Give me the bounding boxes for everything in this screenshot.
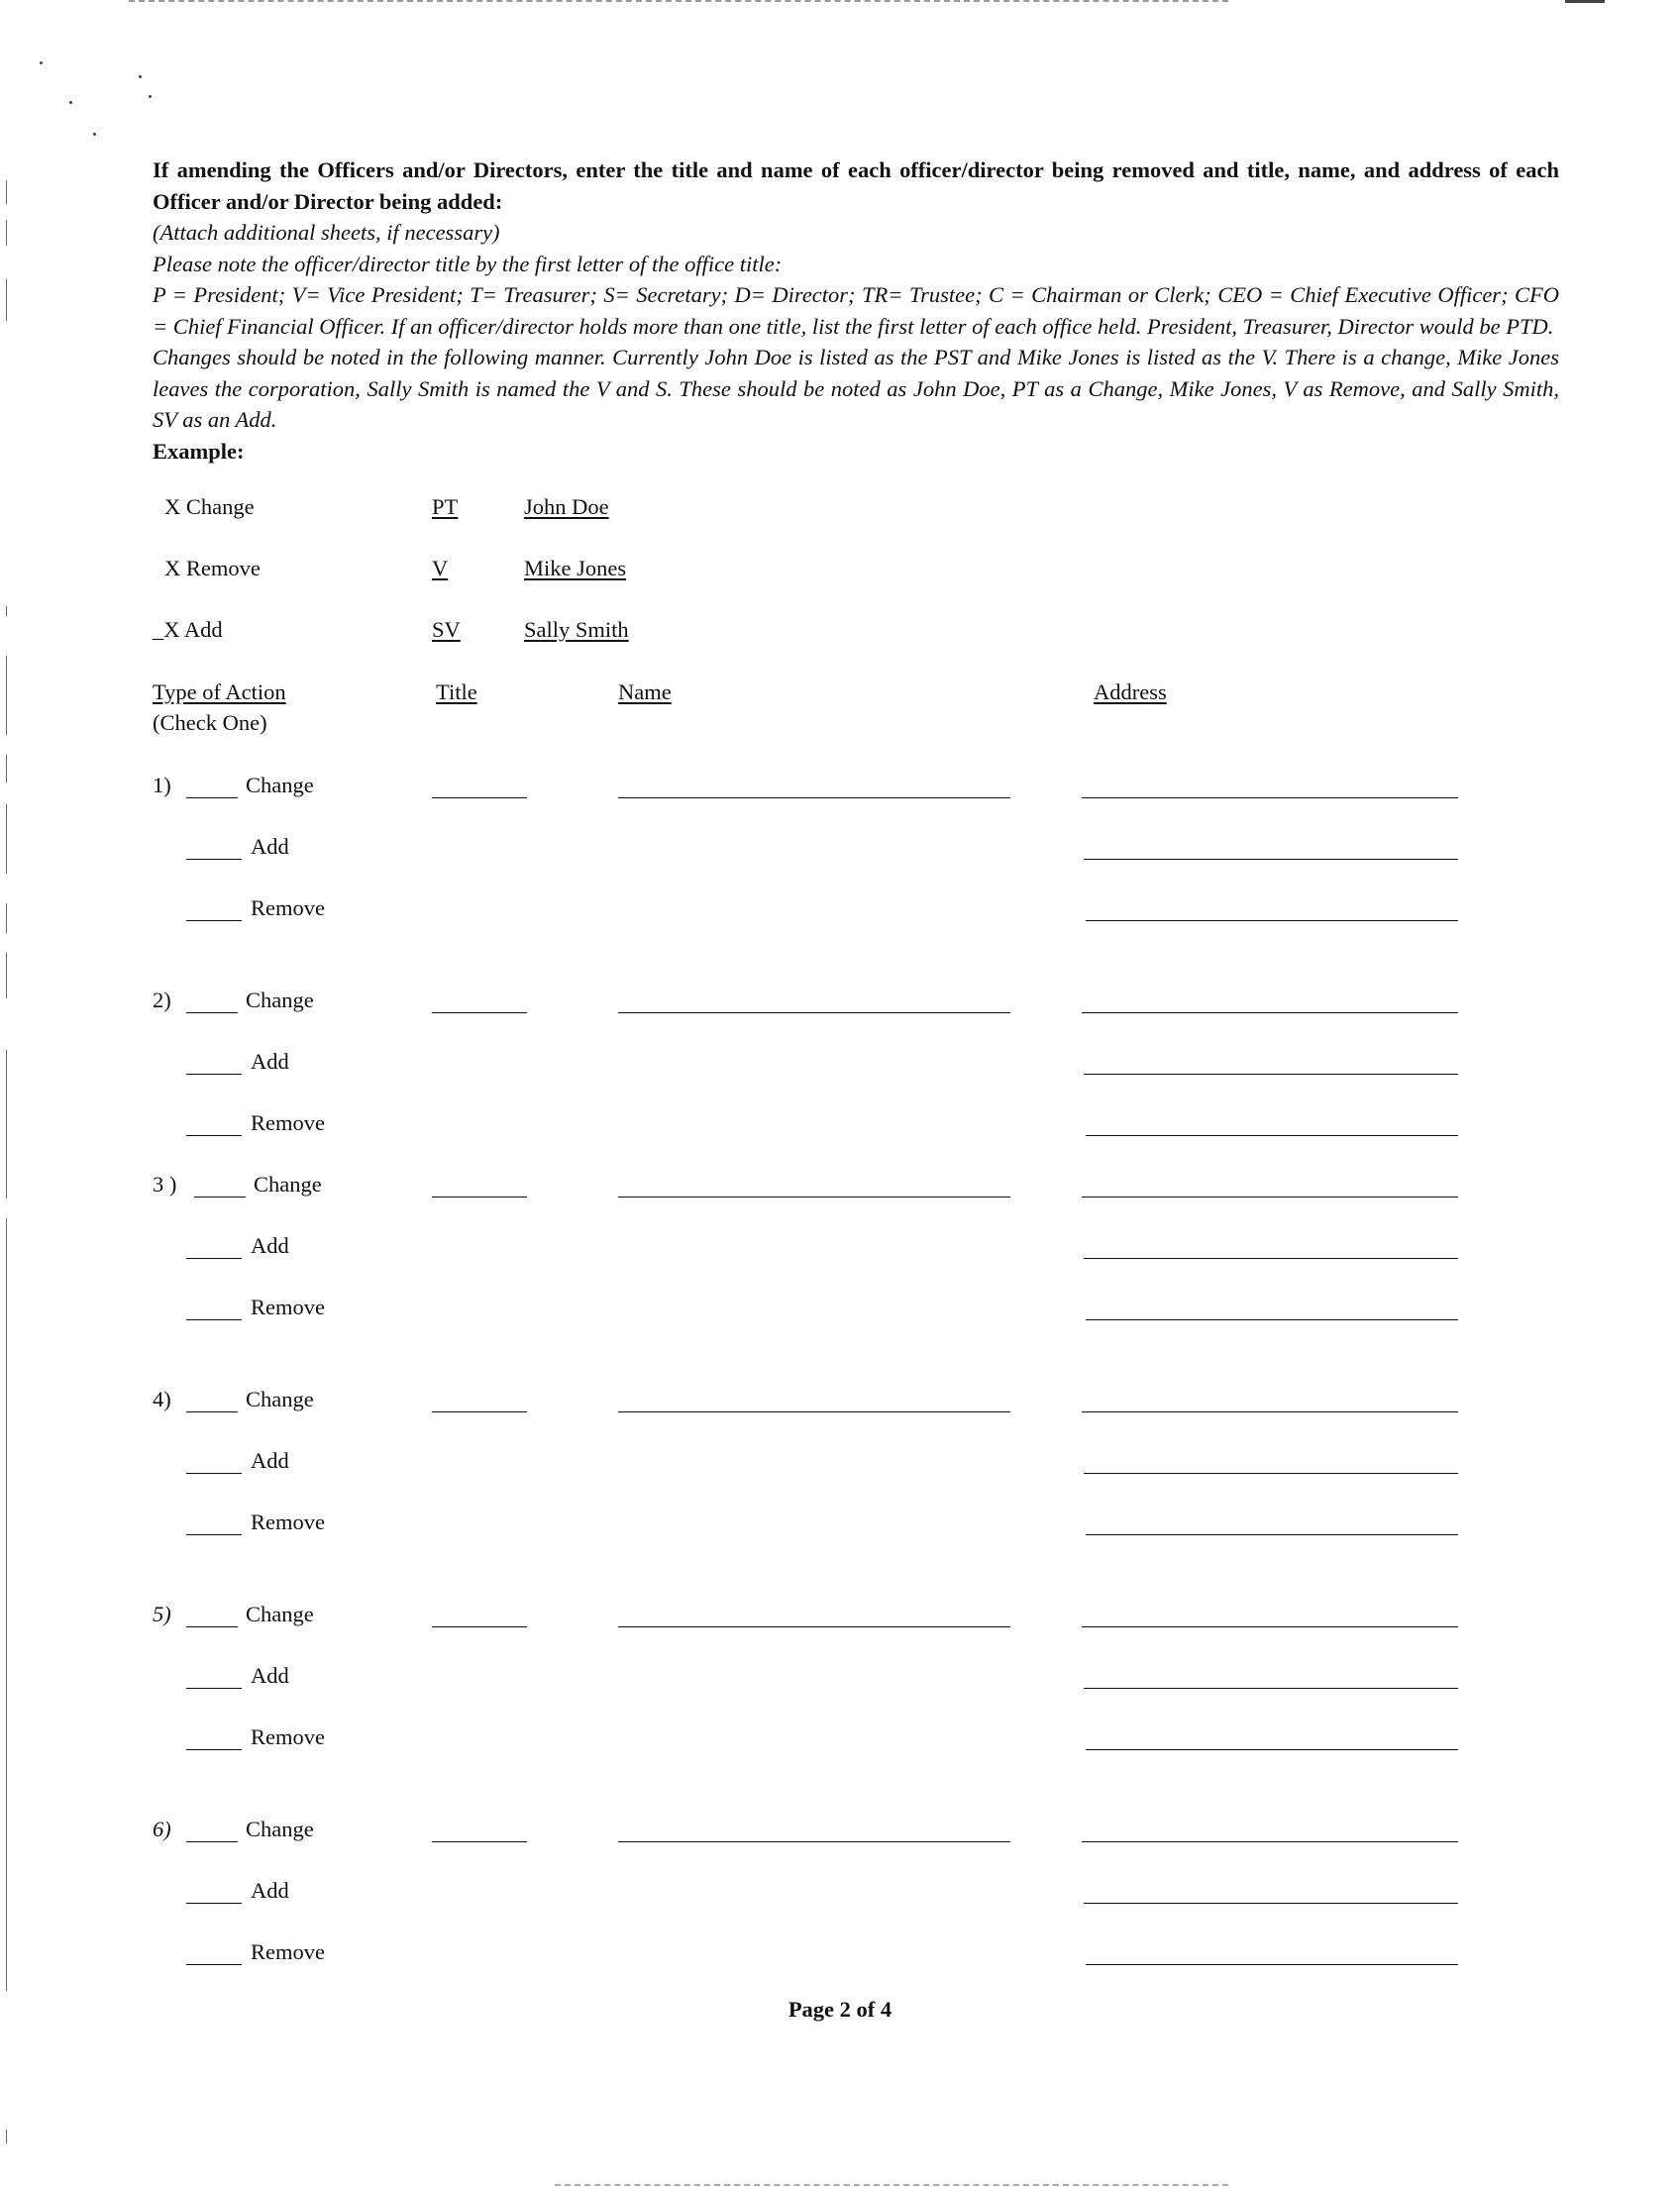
column-header-type-of-action: Type of Action — [153, 679, 286, 704]
entry-3-address-field-line-1[interactable] — [1082, 1197, 1458, 1198]
entry-4-change-label: Change — [246, 1387, 314, 1411]
scan-speck — [69, 101, 72, 104]
example-name-sally-smith: Sally Smith — [524, 617, 629, 642]
margin-tick — [6, 755, 7, 782]
entry-1-remove-label: Remove — [251, 895, 325, 920]
entry-3-address-field-line-3[interactable] — [1086, 1319, 1458, 1320]
entry-6-address-field-line-1[interactable] — [1082, 1841, 1458, 1842]
entry-1-add-checkbox[interactable] — [186, 859, 242, 860]
margin-tick — [6, 606, 7, 616]
scan-speck — [93, 133, 96, 136]
entry-6-add-checkbox[interactable] — [186, 1903, 242, 1904]
entry-number: 1) — [153, 773, 171, 797]
attach-note: (Attach additional sheets, if necessary) — [153, 220, 500, 245]
entry-6-change-label: Change — [246, 1817, 314, 1841]
entry-4-name-field[interactable] — [618, 1411, 1010, 1412]
entry-4-remove-checkbox[interactable] — [186, 1534, 242, 1535]
entry-4-remove-label: Remove — [251, 1510, 325, 1534]
instructions-block — [153, 155, 1559, 467]
entry-4-add-checkbox[interactable] — [186, 1473, 242, 1474]
entry-5-address-field-line-3[interactable] — [1086, 1749, 1458, 1750]
entry-2-address-field-line-1[interactable] — [1082, 1012, 1458, 1013]
entry-3-title-field[interactable] — [432, 1197, 527, 1198]
entry-3-add-checkbox[interactable] — [186, 1258, 242, 1259]
entry-number: 6) — [153, 1817, 171, 1841]
column-header-name: Name — [618, 679, 672, 704]
entry-4-address-field-line-2[interactable] — [1084, 1473, 1458, 1474]
example-name-mike-jones: Mike Jones — [524, 556, 627, 580]
entry-4-address-field-line-1[interactable] — [1082, 1411, 1458, 1412]
column-header-address: Address — [1094, 679, 1167, 704]
entry-6-add-label: Add — [251, 1878, 289, 1903]
entry-6-name-field[interactable] — [618, 1841, 1010, 1842]
entry-4-add-label: Add — [251, 1448, 289, 1473]
entry-number: 3 ) — [153, 1172, 177, 1197]
entry-2-remove-checkbox[interactable] — [186, 1135, 242, 1136]
column-header-check-one: (Check One) — [153, 710, 267, 735]
entry-2-remove-label: Remove — [251, 1110, 325, 1135]
entry-1-name-field[interactable] — [618, 797, 1010, 798]
entry-6-remove-label: Remove — [251, 1939, 325, 1964]
scan-speck — [139, 75, 142, 78]
example-title-v: V — [432, 556, 449, 580]
entry-5-address-field-line-2[interactable] — [1084, 1688, 1458, 1689]
example-title-pt: PT — [432, 494, 459, 519]
scan-speck — [149, 95, 152, 98]
entry-5-add-checkbox[interactable] — [186, 1688, 242, 1689]
entry-1-address-field-line-1[interactable] — [1082, 797, 1458, 798]
margin-tick — [6, 953, 7, 998]
page-number: Page 2 of 4 — [788, 1997, 892, 2022]
entry-number: 4) — [153, 1387, 171, 1411]
margin-tick — [6, 180, 7, 204]
entry-2-address-field-line-2[interactable] — [1084, 1074, 1458, 1075]
entry-6-remove-checkbox[interactable] — [186, 1964, 242, 1965]
entry-2-add-checkbox[interactable] — [186, 1074, 242, 1075]
entry-6-title-field[interactable] — [432, 1841, 527, 1842]
title-codes-note: P = President; V= Vice President; T= Treasurer; S= Secretary; D= Director; TR= Trustee; C = Chairman or Clerk; CEO = Chief Executive Officer; CFO = Chief Financial Officer. If an officer/director holds more than one title, list the first letter of each office held. President, Treasurer, Director would be PTD. — [153, 282, 1559, 339]
changes-note: Changes should be noted in the following manner. Currently John Doe is listed as the PST and Mike Jones is listed as the V. There is a change, Mike Jones leaves the corporation, Sally Smith is named the V and S. These should be noted as John Doe, PT as a Change, Mike Jones, V as Remove, and Sally Smith, SV as an Add. — [153, 345, 1559, 432]
margin-tick — [6, 2130, 7, 2143]
entry-1-remove-checkbox[interactable] — [186, 920, 242, 921]
entry-3-change-label: Change — [254, 1172, 322, 1197]
margin-tick — [6, 279, 7, 321]
margin-tick — [6, 804, 7, 874]
entry-5-remove-checkbox[interactable] — [186, 1749, 242, 1750]
scan-speck — [40, 61, 43, 64]
entry-1-add-label: Add — [251, 834, 289, 859]
entry-1-address-field-line-3[interactable] — [1086, 920, 1458, 921]
entry-2-title-field[interactable] — [432, 1012, 527, 1013]
entry-4-change-checkbox[interactable] — [186, 1411, 238, 1412]
entry-3-address-field-line-2[interactable] — [1084, 1258, 1458, 1259]
entry-3-remove-checkbox[interactable] — [186, 1319, 242, 1320]
entry-number: 2) — [153, 988, 171, 1012]
entry-5-name-field[interactable] — [618, 1626, 1010, 1627]
entry-3-remove-label: Remove — [251, 1295, 325, 1319]
entry-1-change-checkbox[interactable] — [186, 797, 238, 798]
entry-4-title-field[interactable] — [432, 1411, 527, 1412]
entry-number: 5) — [153, 1602, 171, 1626]
example-action-change: X Change — [164, 494, 255, 519]
entry-5-remove-label: Remove — [251, 1724, 325, 1749]
margin-tick — [6, 220, 7, 246]
entry-5-change-checkbox[interactable] — [186, 1626, 238, 1627]
margin-tick — [6, 656, 7, 735]
entry-1-title-field[interactable] — [432, 797, 527, 798]
scan-artifact-bottom — [555, 2184, 1228, 2188]
example-title-sv: SV — [432, 617, 461, 642]
entry-6-change-checkbox[interactable] — [186, 1841, 238, 1842]
scan-artifact-top — [129, 0, 1228, 5]
entry-6-address-field-line-3[interactable] — [1086, 1964, 1458, 1965]
column-header-title: Title — [436, 679, 477, 704]
entry-6-address-field-line-2[interactable] — [1084, 1903, 1458, 1904]
scan-artifact-corner — [1565, 0, 1605, 3]
instructions-heading: If amending the Officers and/or Directors, enter the title and name of each officer/director being removed and title, name, and address of each Officer and/or Director being added: — [153, 157, 1559, 214]
entry-2-add-label: Add — [251, 1049, 289, 1074]
example-name-john-doe: John Doe — [524, 494, 609, 519]
entry-3-add-label: Add — [251, 1233, 289, 1258]
entry-4-address-field-line-3[interactable] — [1086, 1534, 1458, 1535]
entry-2-name-field[interactable] — [618, 1012, 1010, 1013]
margin-tick — [6, 903, 7, 933]
entry-2-change-label: Change — [246, 988, 314, 1012]
entry-2-address-field-line-3[interactable] — [1086, 1135, 1458, 1136]
entry-5-add-label: Add — [251, 1663, 289, 1688]
entry-5-title-field[interactable] — [432, 1626, 527, 1627]
margin-tick — [6, 1050, 7, 1198]
example-action-remove: X Remove — [164, 556, 261, 580]
margin-tick — [6, 1218, 7, 1991]
entry-5-address-field-line-1[interactable] — [1082, 1626, 1458, 1627]
entry-1-address-field-line-2[interactable] — [1084, 859, 1458, 860]
example-label: Example: — [153, 438, 245, 464]
example-action-add: _X Add — [153, 617, 223, 642]
entry-5-change-label: Change — [246, 1602, 314, 1626]
entry-2-change-checkbox[interactable] — [186, 1012, 238, 1013]
entry-1-change-label: Change — [246, 773, 314, 797]
entry-3-change-checkbox[interactable] — [194, 1197, 246, 1198]
title-note: Please note the officer/director title by the first letter of the office title: — [153, 251, 783, 276]
entry-3-name-field[interactable] — [618, 1197, 1010, 1198]
